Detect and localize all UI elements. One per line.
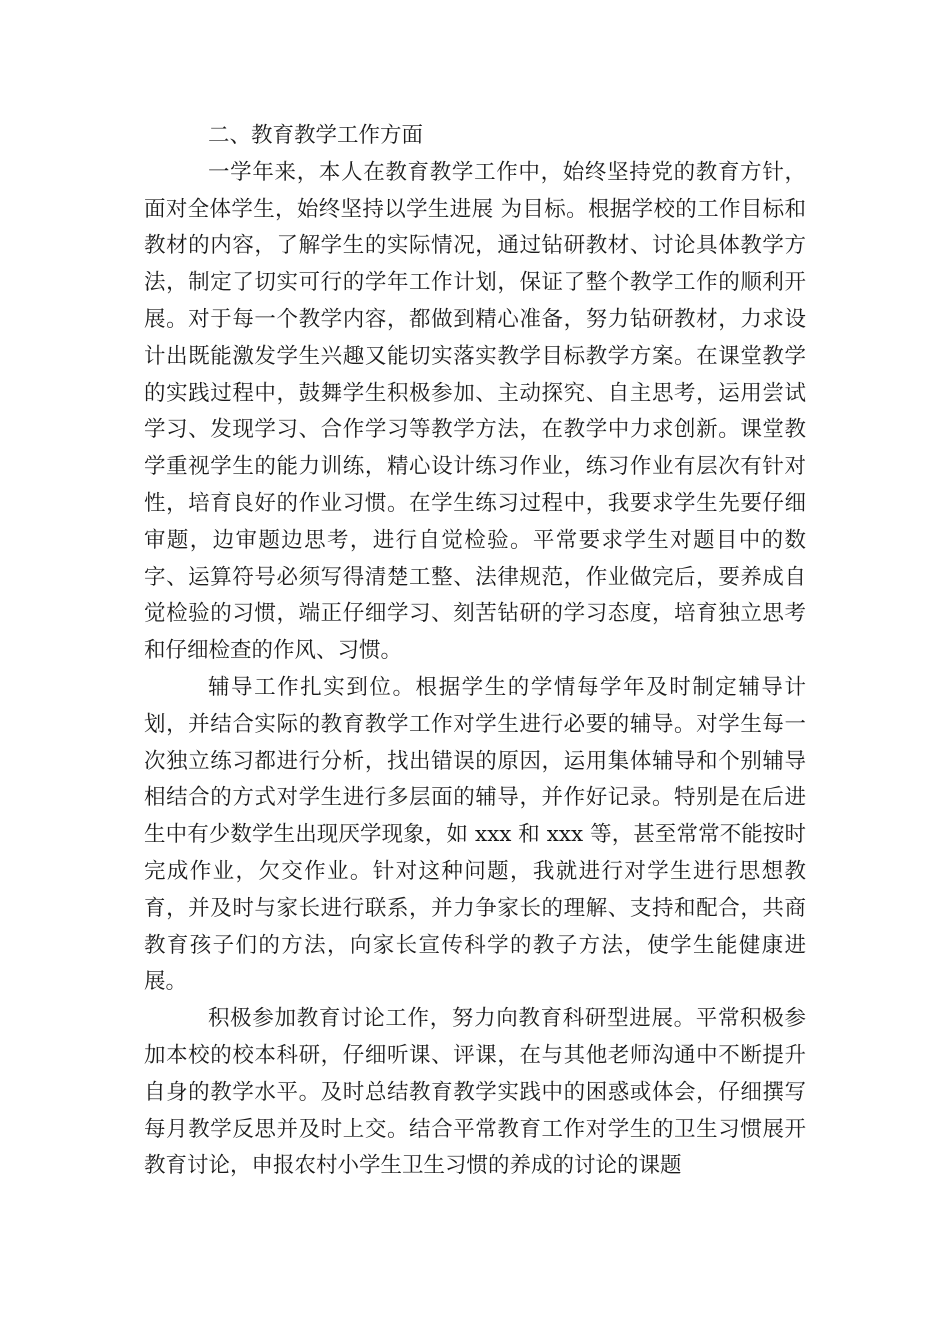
paragraph-tutoring-work: 辅导工作扎实到位。根据学生的学情每学年及时制定辅导计划，并结合实际的教育教学工作对学生进行必要的辅导。对学生每一次独立练习都进行分析，找出错误的原因，运用集体辅导和个别辅导相结合的方式对学生进行多层面的辅导，并作好记录。特别是在后进生中有少数学生出现厌学现象，如 xxx 和 xxx 等，甚至常常不能按时完成作业，欠交作业。针对这种问题，我就进行对学生进行思想教育，并及时与家长进行联系，并力争家长的理解、支持和配合，共商教育孩子们的方法，向家长宣传科学的教子方法，使学生能健康进展。	[144, 674, 806, 995]
paragraph-research-work: 积极参加教育讨论工作，努力向教育科研型进展。平常积极参加本校的校本科研，仔细听课、评课，在与其他老师沟通中不断提升自身的教学水平。及时总结教育教学实践中的困惑或体会，仔细撰写每月教学反思并及时上交。结合平常教育工作对学生的卫生习惯展开教育讨论，申报农村小学生卫生习惯的养成的讨论的课题	[144, 1006, 806, 1179]
document-body	[144, 118, 806, 1185]
section-heading: 二、教育教学工作方面	[208, 123, 424, 148]
paragraph-teaching-work: 一学年来，本人在教育教学工作中，始终坚持党的教育方针，面对全体学生，始终坚持以学生进展 为目标。根据学校的工作目标和教材的内容，了解学生的实际情况，通过钻研教材、讨论具体教学方法，制定了切实可行的学年工作计划，保证了整个教学工作的顺利开展。对于每一个教学内容，都做到精心准备，努力钻研教材，力求设计出既能激发学生兴趣又能切实落实教学目标教学方案。在课堂教学的实践过程中，鼓舞学生积极参加、主动探究、自主思考，运用尝试学习、发现学习、合作学习等教学方法，在教学中力求创新。课堂教学重视学生的能力训练，精心设计练习作业，练习作业有层次有针对性，培育良好的作业习惯。在学生练习过程中，我要求学生先要仔细审题，边审题边思考，进行自觉检验。平常要求学生对题目中的数字、运算符号必须写得清楚工整、法律规范，作业做完后，要养成自觉检验的习惯，端正仔细学习、刻苦钻研的学习态度，培育独立思考和仔细检查的作风、习惯。	[144, 159, 806, 664]
